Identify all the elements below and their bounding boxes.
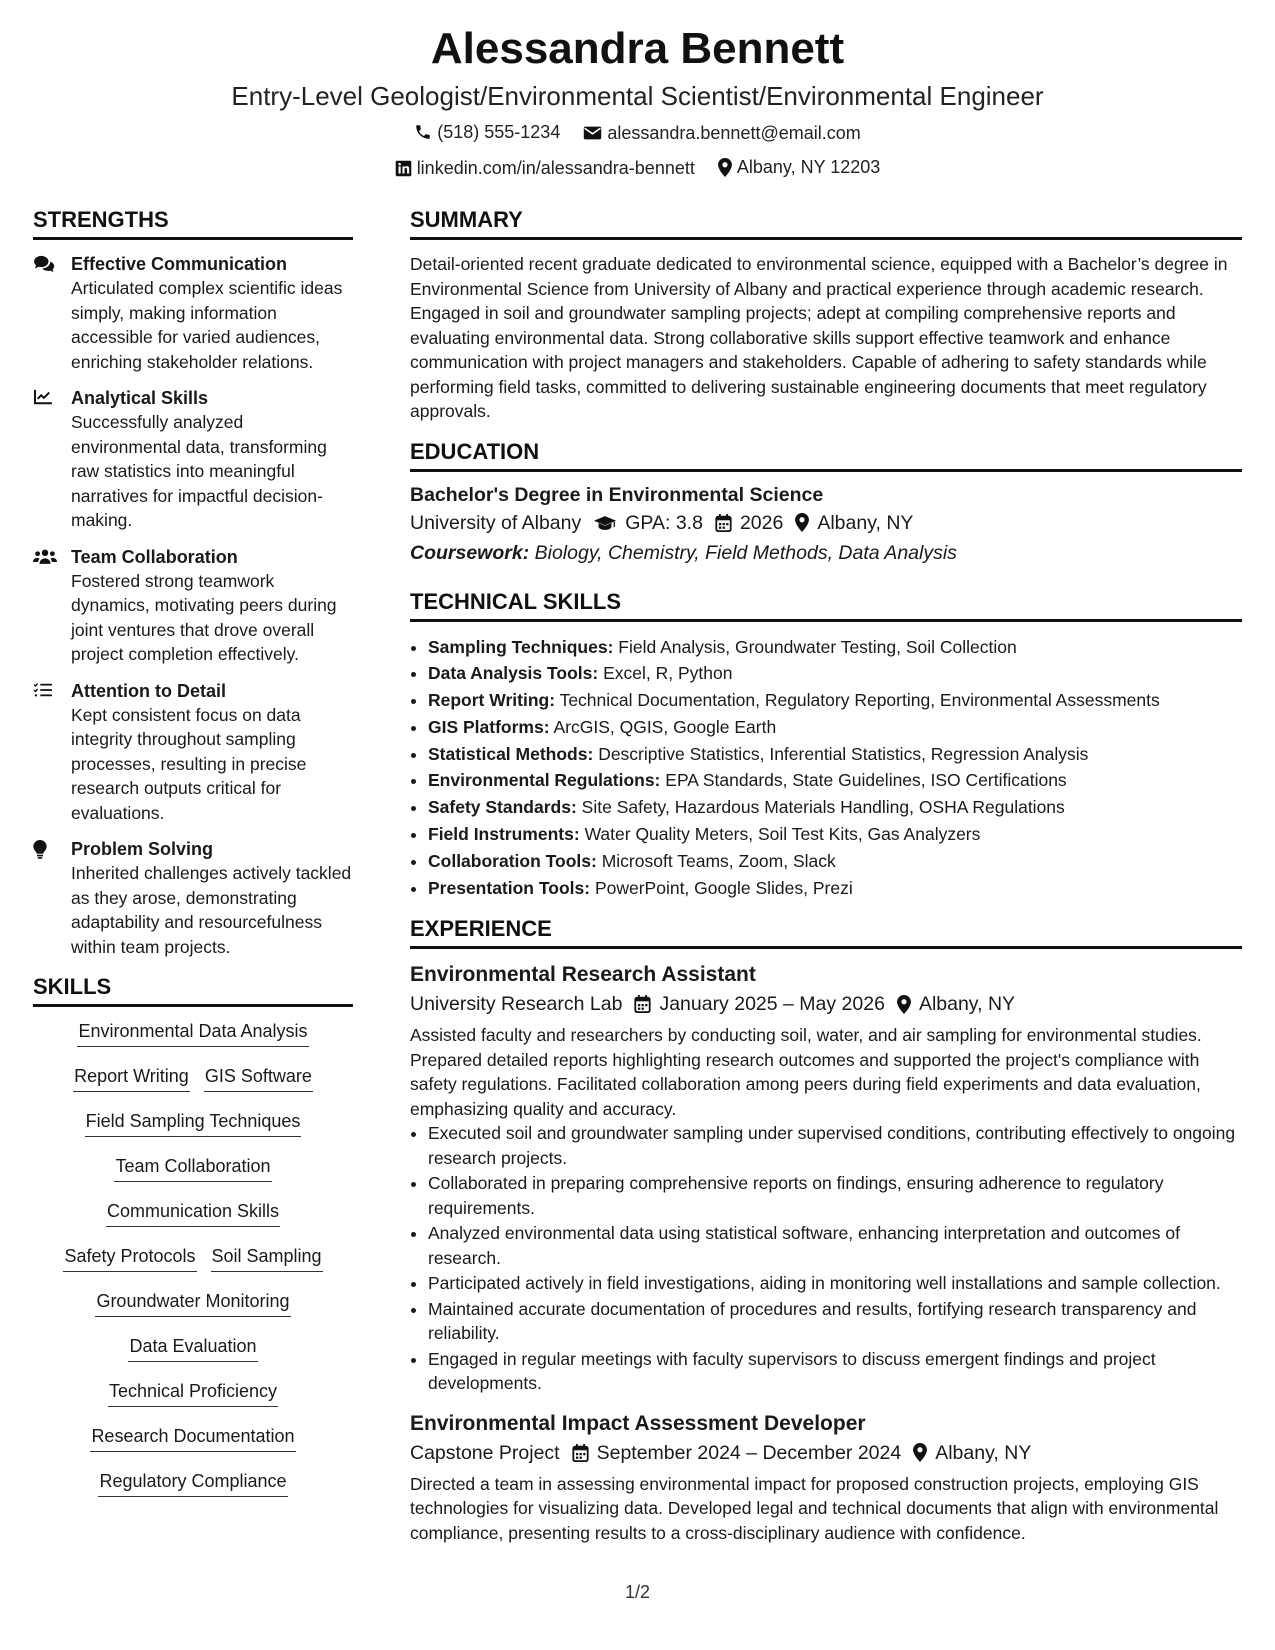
phone-icon <box>414 123 432 141</box>
linkedin-text: linkedin.com/in/alessandra-bennett <box>416 158 695 178</box>
summary-text: Detail-oriented recent graduate dedicated to environmental science, equipped with a Bachelor’s degree in Environmental Science from University of Albany and practical experience through academic research. Engaged in soil and groundwater sampling projects; adept at compiling comprehensive reports and evaluating environmental data. Strong collaborative skills support effective teamwork and enhance communication with project managers and stakeholders. Capable of adhering to safety standards while performing field tasks, committed to delivering sustainable engineering documents that meet regulatory approvals. <box>410 254 1228 421</box>
list-item <box>428 821 1242 848</box>
linkedin-icon <box>395 160 412 177</box>
strength-description: Fostered strong teamwork dynamics, motivating peers during joint ventures that drove overall project completion effectively. <box>71 570 337 664</box>
skill-tag: Groundwater Monitoring <box>95 1289 290 1317</box>
map-marker-icon <box>718 158 732 177</box>
skill-tag: Technical Proficiency <box>108 1379 278 1407</box>
lightbulb-icon <box>33 837 71 959</box>
list-item: • Analyzed environmental data using statistical software, enhancing interpretation and outcomes of research. <box>428 1221 1242 1270</box>
contact-line-1 <box>0 116 1275 151</box>
strength-description: Kept consistent focus on data integrity throughout sampling processes, resulting in precise research outputs critical for evaluations. <box>71 704 307 823</box>
skill-tag: Soil Sampling <box>211 1244 323 1272</box>
graduation-cap-icon <box>593 515 617 531</box>
tech-skill-value: PowerPoint, Google Slides, Prezi <box>594 877 853 898</box>
list-item <box>428 848 1242 875</box>
users-icon <box>33 545 71 667</box>
job-title: Environmental Research Assistant <box>410 963 756 987</box>
tech-skill-label: Report Writing: <box>428 690 556 711</box>
tech-skill-value: Microsoft Teams, Zoom, Slack <box>601 850 836 871</box>
tech-skill-label: Statistical Methods: <box>428 743 594 764</box>
strength-title: Analytical Skills <box>71 388 209 408</box>
list-item <box>428 875 1242 902</box>
tech-skill-label: GIS Platforms: <box>428 716 550 737</box>
linkedin-contact[interactable] <box>395 152 695 184</box>
experience-heading: EXPERIENCE <box>410 915 1242 949</box>
education-heading: EDUCATION <box>410 438 1242 472</box>
tech-skill-label: Collaboration Tools: <box>428 850 597 871</box>
list-item: • Maintained accurate documentation of procedures and results, fortifying research transparency and reliability. <box>428 1297 1242 1346</box>
tech-skill-value: EPA Standards, State Guidelines, ISO Certifications <box>665 770 1067 791</box>
skill-tag: Data Evaluation <box>128 1334 257 1362</box>
job-location: Albany, NY <box>918 993 1016 1016</box>
list-item: • Engaged in regular meetings with faculty supervisors to discuss emergent findings and project developments. <box>428 1347 1242 1396</box>
calendar-icon <box>572 1444 589 1462</box>
candidate-name: Alessandra Bennett <box>430 24 845 73</box>
job-title: Environmental Impact Assessment Developer <box>410 1411 866 1435</box>
job-description: Assisted faculty and researchers by conducting soil, water, and air sampling for environmental studies. Prepared detailed reports highlighting research outcomes and supported the project's compliance with safety regulations. Facilitated collaboration among peers during field experiments and data evaluation, emphasizing quality and accuracy. <box>410 1025 1202 1119</box>
list-item <box>428 687 1242 714</box>
tech-skill-value: Field Analysis, Groundwater Testing, Soil Collection <box>618 636 1017 657</box>
strength-description: Inherited challenges actively tackled as they arose, demonstrating adaptability and resourcefulness within team projects. <box>71 863 352 957</box>
calendar-icon <box>715 514 732 532</box>
right-column <box>410 206 1242 1545</box>
tech-skill-label: Safety Standards: <box>428 797 577 818</box>
calendar-icon <box>634 995 651 1013</box>
list-item <box>428 794 1242 821</box>
technical-skills-heading: TECHNICAL SKILLS <box>410 588 1242 622</box>
skills-list <box>33 1019 353 1514</box>
education-degree: Bachelor's Degree in Environmental Science <box>410 483 824 506</box>
contact-line-2 <box>0 151 1275 187</box>
strength-description: Articulated complex scientific ideas simply, making information accessible for varied audiences, enriching stakeholder relations. <box>71 278 343 372</box>
map-marker-icon <box>913 1443 927 1462</box>
skill-tag: GIS Software <box>204 1064 313 1092</box>
technical-skills-list <box>410 634 1242 902</box>
map-marker-icon <box>897 995 911 1014</box>
strength-item <box>33 679 353 826</box>
skill-tag: Environmental Data Analysis <box>77 1019 308 1047</box>
email-text: alessandra.bennett@email.com <box>607 123 861 143</box>
list-item <box>428 634 1242 661</box>
skill-tag: Field Sampling Techniques <box>85 1109 302 1137</box>
phone-contact[interactable] <box>414 116 560 148</box>
education-coursework <box>410 538 1242 568</box>
skill-tag: Research Documentation <box>90 1424 295 1452</box>
job-organization: Capstone Project <box>410 1441 560 1464</box>
left-column <box>33 206 353 1514</box>
strength-title: Problem Solving <box>71 839 214 859</box>
location-text: Albany, NY 12203 <box>736 157 881 177</box>
strength-item <box>33 386 353 533</box>
summary-heading: SUMMARY <box>410 206 1242 240</box>
education-location: Albany, NY <box>817 511 914 534</box>
list-item: • Collaborated in preparing comprehensive reports on findings, ensuring adherence to regulatory requirements. <box>428 1171 1242 1220</box>
list-item: • Executed soil and groundwater sampling under supervised conditions, contributing effectively to ongoing research projects. <box>428 1121 1242 1170</box>
job-organization: University Research Lab <box>410 993 623 1016</box>
tech-skill-label: Field Instruments: <box>428 824 580 845</box>
strength-item <box>33 837 353 959</box>
skill-tag: Safety Protocols <box>63 1244 196 1272</box>
tech-skill-value: ArcGIS, QGIS, Google Earth <box>553 716 777 737</box>
education-year: 2026 <box>739 511 784 534</box>
list-item <box>428 714 1242 741</box>
coursework-label: Coursework: <box>410 541 530 564</box>
map-marker-icon <box>795 513 809 532</box>
strength-title: Effective Communication <box>71 254 288 274</box>
candidate-title: Entry-Level Geologist/Environmental Scientist/Environmental Engineer <box>231 81 1044 111</box>
list-item: • Participated actively in field investigations, aiding in monitoring well installations and sample collection. <box>428 1271 1242 1296</box>
job-meta <box>410 989 1242 1019</box>
strength-item <box>33 545 353 667</box>
strength-title: Team Collaboration <box>71 546 238 567</box>
tech-skill-value: Excel, R, Python <box>603 663 733 684</box>
tech-skill-value: Technical Documentation, Regulatory Reporting, Environmental Assessments <box>559 690 1160 711</box>
skill-tag: Team Collaboration <box>114 1154 271 1182</box>
list-item <box>428 660 1242 687</box>
skill-tag: Communication Skills <box>106 1199 280 1227</box>
education-gpa: GPA: 3.8 <box>625 511 703 534</box>
comments-icon <box>33 252 71 374</box>
tech-skill-value: Descriptive Statistics, Inferential Statistics, Regression Analysis <box>598 743 1089 764</box>
resume-header <box>0 20 1275 187</box>
tech-skill-label: Sampling Techniques: <box>428 636 614 657</box>
job-location: Albany, NY <box>935 1441 1032 1464</box>
location-contact <box>718 151 880 183</box>
email-contact[interactable] <box>583 117 860 149</box>
checklist-icon <box>33 679 71 826</box>
experience-entry <box>410 961 1242 1396</box>
job-dates: January 2025 – May 2026 <box>659 993 885 1016</box>
skill-tag: Regulatory Compliance <box>98 1469 287 1497</box>
skill-tag: Report Writing <box>73 1064 190 1092</box>
education-school: University of Albany <box>410 511 582 534</box>
skills-heading: SKILLS <box>33 973 353 1007</box>
experience-entry <box>410 1410 1242 1546</box>
strength-item <box>33 252 353 374</box>
tech-skill-value: Water Quality Meters, Soil Test Kits, Gas Analyzers <box>584 824 981 845</box>
job-dates: September 2024 – December 2024 <box>596 1441 902 1464</box>
tech-skill-label: Data Analysis Tools: <box>428 663 599 684</box>
list-item <box>428 741 1242 768</box>
envelope-icon <box>583 125 602 141</box>
job-meta <box>410 1438 1242 1468</box>
chart-line-icon <box>33 386 71 533</box>
list-item <box>428 767 1242 794</box>
strengths-heading: STRENGTHS <box>33 206 353 240</box>
strength-description: Successfully analyzed environmental data, transforming raw statistics into meaningful narratives for impactful decision-making. <box>71 412 327 530</box>
education-meta <box>410 508 1242 538</box>
tech-skill-label: Presentation Tools: <box>428 877 591 898</box>
job-description: Directed a team in assessing environmental impact for proposed construction projects, employing GIS technologies for visualizing data. Developed legal and technical documents that align with environmental compliance, presenting results to a cross-disciplinary audience with confidence. <box>410 1473 1219 1543</box>
job-bullets <box>410 1121 1242 1396</box>
coursework-list: Biology, Chemistry, Field Methods, Data Analysis <box>534 541 957 564</box>
tech-skill-value: Site Safety, Hazardous Materials Handling, OSHA Regulations <box>581 797 1065 818</box>
page-number: 1/2 <box>624 1582 651 1602</box>
tech-skill-label: Environmental Regulations: <box>428 770 661 791</box>
phone-text: (518) 555-1234 <box>437 122 561 142</box>
strength-title: Attention to Detail <box>71 680 226 701</box>
